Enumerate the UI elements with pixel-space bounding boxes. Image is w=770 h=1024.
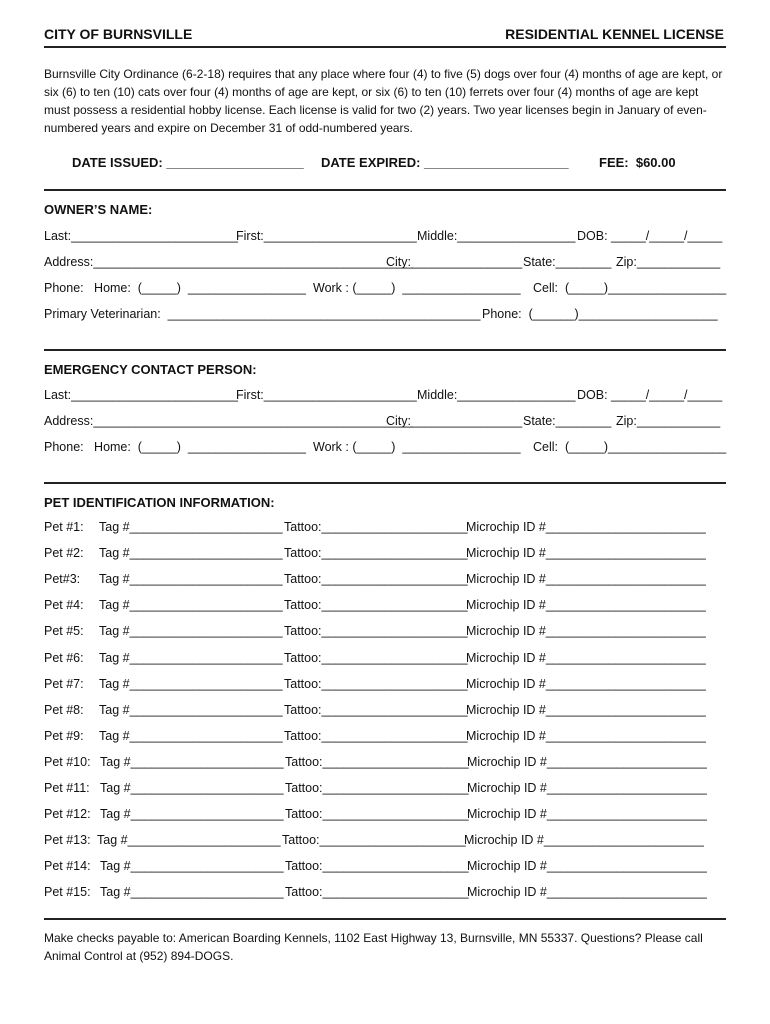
pet-tattoo-field[interactable]: Tattoo:_____________________	[282, 833, 466, 848]
pet-tag-field[interactable]: Tag #______________________	[99, 650, 283, 665]
pet-tag-field[interactable]: Tag #______________________	[99, 624, 283, 639]
owner-address-field[interactable]: Address:______________________________________________	[44, 255, 414, 269]
primary-veterinarian-field[interactable]: Primary Veterinarian: _____________________________________________	[44, 307, 481, 321]
pet-microchip-field[interactable]: Microchip ID #_______________________	[467, 781, 707, 795]
pet-microchip-field[interactable]: Microchip ID #_______________________	[466, 702, 706, 717]
pet-microchip-field[interactable]: Microchip ID #_______________________	[466, 520, 706, 534]
pet-microchip-field[interactable]: Microchip ID #_______________________	[466, 676, 706, 691]
owner-first-name-field[interactable]: First:______________________	[236, 229, 417, 243]
pet-tattoo-field[interactable]: Tattoo:_____________________	[284, 546, 468, 561]
owner-home-phone-field[interactable]: Phone: Home: (_____) _________________	[44, 281, 307, 295]
emergency-cell-phone-field[interactable]: Cell: (_____)_________________	[533, 440, 727, 454]
ordinance-paragraph: Burnsville City Ordinance (6-2-18) requires that any place where four (4) to five (5) dogs over four (4) months of age are kept, or six (6) to ten (10) cats over four (4) months of age are kept, or six (6) to ten (10) ferrets over four (4) months of age are kept must possess a residential hobby license. Each license is valid for two (2) years. Two year licenses begin in January of even-numbered years and expire on December 31 of odd-numbered years.	[44, 67, 723, 135]
emergency-heading: EMERGENCY CONTACT PERSON:	[44, 362, 257, 377]
pet-microchip-field[interactable]: Microchip ID #_______________________	[466, 572, 706, 587]
pet-label: Pet #11:	[44, 781, 90, 795]
pet-microchip-field[interactable]: Microchip ID #_______________________	[466, 650, 706, 665]
pet-tattoo-field[interactable]: Tattoo:_____________________	[284, 676, 468, 691]
pet-label: Pet #14:	[44, 859, 91, 874]
emergency-home-phone-field[interactable]: Phone: Home: (_____) _________________	[44, 440, 307, 454]
pet-tattoo-field[interactable]: Tattoo:_____________________	[284, 598, 468, 613]
owner-heading: OWNER’S NAME:	[44, 202, 153, 217]
form-title: RESIDENTIAL KENNEL LICENSE	[505, 26, 724, 42]
pet-microchip-field[interactable]: Microchip ID #_______________________	[464, 833, 704, 848]
date-expired-field[interactable]: DATE EXPIRED: ____________________	[321, 155, 569, 170]
pet-label: Pet #9:	[44, 728, 84, 743]
pet-tag-field[interactable]: Tag #______________________	[100, 754, 284, 769]
pet-tag-field[interactable]: Tag #______________________	[100, 781, 284, 795]
section-divider	[44, 482, 726, 484]
pet-label: Pet #1:	[44, 520, 84, 534]
owner-last-name-field[interactable]: Last:________________________	[44, 229, 238, 243]
emergency-state-field[interactable]: State:________	[523, 414, 612, 428]
pet-tattoo-field[interactable]: Tattoo:_____________________	[285, 754, 469, 769]
pet-label: Pet #5:	[44, 624, 84, 639]
pet-tag-field[interactable]: Tag #______________________	[100, 885, 284, 900]
emergency-middle-name-field[interactable]: Middle:_________________	[417, 388, 576, 402]
pet-tattoo-field[interactable]: Tattoo:_____________________	[284, 624, 468, 639]
pet-identification-heading: PET IDENTIFICATION INFORMATION:	[44, 495, 275, 510]
section-divider	[44, 918, 726, 920]
pet-tag-field[interactable]: Tag #______________________	[99, 702, 283, 717]
pet-label: Pet #10:	[44, 754, 91, 769]
owner-middle-name-field[interactable]: Middle:_________________	[417, 229, 576, 243]
owner-cell-phone-field[interactable]: Cell: (_____)_________________	[533, 281, 727, 295]
pet-tattoo-field[interactable]: Tattoo:_____________________	[285, 885, 469, 900]
owner-state-field[interactable]: State:________	[523, 255, 612, 269]
emergency-work-phone-field[interactable]: Work : (_____) _________________	[313, 440, 521, 454]
pet-label: Pet #4:	[44, 598, 84, 613]
pet-label: Pet #7:	[44, 676, 84, 691]
pet-label: Pet #13:	[44, 833, 91, 848]
pet-tag-field[interactable]: Tag #______________________	[100, 807, 284, 822]
payment-footer: Make checks payable to: American Boarding Kennels, 1102 East Highway 13, Burnsville, MN 55337. Questions? Please call Animal Control at (952) 894-DOGS.	[44, 931, 703, 963]
pet-tattoo-field[interactable]: Tattoo:_____________________	[284, 520, 468, 534]
pet-microchip-field[interactable]: Microchip ID #_______________________	[467, 859, 707, 874]
veterinarian-phone-field[interactable]: Phone: (______)____________________	[482, 307, 718, 321]
emergency-last-name-field[interactable]: Last:________________________	[44, 388, 238, 402]
pet-tattoo-field[interactable]: Tattoo:_____________________	[284, 650, 468, 665]
pet-microchip-field[interactable]: Microchip ID #_______________________	[467, 754, 707, 769]
owner-dob-field[interactable]: DOB: _____/_____/_____	[577, 229, 723, 243]
section-divider	[44, 349, 726, 351]
pet-tag-field[interactable]: Tag #______________________	[99, 728, 283, 743]
emergency-zip-field[interactable]: Zip:____________	[616, 414, 721, 428]
form-header	[44, 26, 726, 48]
pet-tag-field[interactable]: Tag #______________________	[99, 546, 283, 561]
owner-vet-row	[44, 307, 734, 363]
pet-microchip-field[interactable]: Microchip ID #_______________________	[466, 728, 706, 743]
pet-label: Pet #2:	[44, 546, 84, 561]
pet-microchip-field[interactable]: Microchip ID #_______________________	[466, 598, 706, 613]
pet-label: Pet #12:	[44, 807, 91, 822]
pet-tattoo-field[interactable]: Tattoo:_____________________	[284, 728, 468, 743]
fee-label: FEE: $60.00	[599, 155, 676, 170]
emergency-address-field[interactable]: Address:______________________________________________	[44, 414, 414, 428]
owner-city-field[interactable]: City:________________	[386, 255, 523, 269]
pet-label: Pet#3:	[44, 572, 81, 587]
pet-tattoo-field[interactable]: Tattoo:_____________________	[285, 859, 469, 874]
pet-tag-field[interactable]: Tag #______________________	[99, 572, 283, 587]
pet-microchip-field[interactable]: Microchip ID #_______________________	[467, 807, 707, 822]
pet-tag-field[interactable]: Tag #______________________	[99, 598, 283, 613]
pet-label: Pet #8:	[44, 702, 84, 717]
pet-tattoo-field[interactable]: Tattoo:_____________________	[285, 807, 469, 822]
emergency-dob-field[interactable]: DOB: _____/_____/_____	[577, 388, 723, 402]
pet-tattoo-field[interactable]: Tattoo:_____________________	[285, 781, 469, 795]
pet-label: Pet #15:	[44, 885, 91, 900]
owner-zip-field[interactable]: Zip:____________	[616, 255, 721, 269]
section-divider	[44, 189, 726, 191]
emergency-first-name-field[interactable]: First:______________________	[236, 388, 417, 402]
date-issued-field[interactable]: DATE ISSUED: ___________________	[72, 155, 304, 170]
pet-label: Pet #6:	[44, 650, 84, 665]
pet-tattoo-field[interactable]: Tattoo:_____________________	[284, 702, 468, 717]
city-name: CITY OF BURNSVILLE	[44, 26, 193, 42]
emergency-city-field[interactable]: City:________________	[386, 414, 523, 428]
pet-tag-field[interactable]: Tag #______________________	[100, 859, 284, 874]
pet-tag-field[interactable]: Tag #______________________	[97, 833, 281, 848]
pet-tag-field[interactable]: Tag #______________________	[99, 520, 283, 534]
pet-microchip-field[interactable]: Microchip ID #_______________________	[467, 885, 707, 900]
pet-tattoo-field[interactable]: Tattoo:_____________________	[284, 572, 468, 587]
pet-microchip-field[interactable]: Microchip ID #_______________________	[466, 624, 706, 639]
owner-work-phone-field[interactable]: Work : (_____) _________________	[313, 281, 521, 295]
pet-tag-field[interactable]: Tag #______________________	[99, 676, 283, 691]
pet-microchip-field[interactable]: Microchip ID #_______________________	[466, 546, 706, 561]
